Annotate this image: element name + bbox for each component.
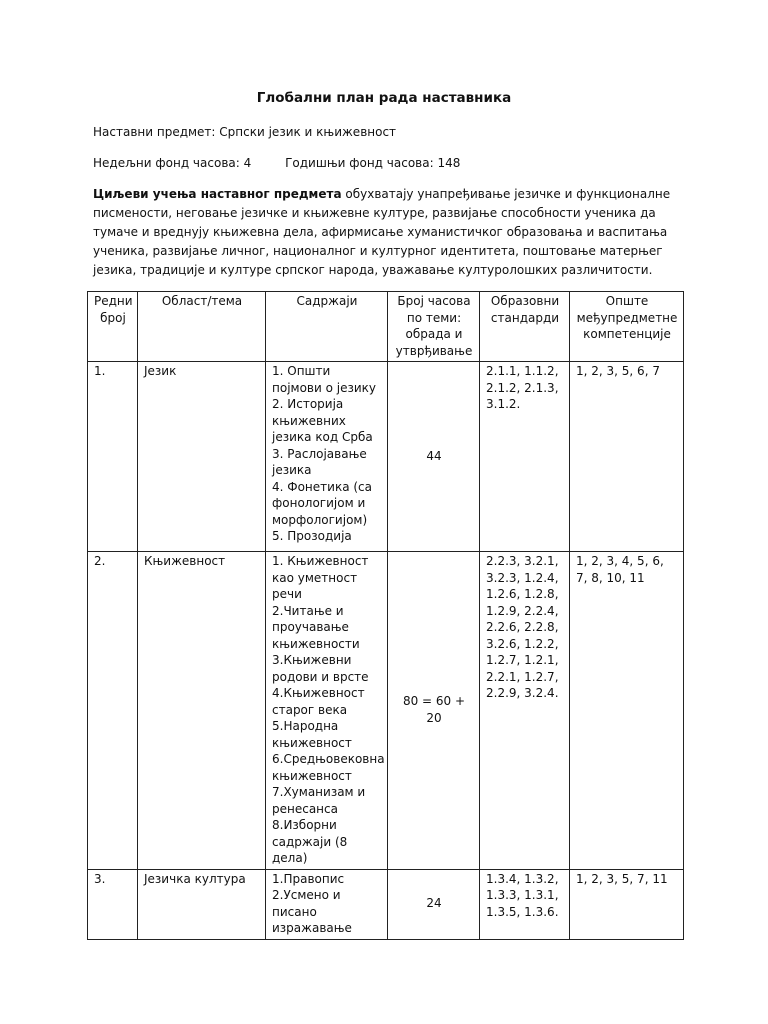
subject-value: Српски језик и књижевност xyxy=(219,125,397,139)
subject-label: Наставни предмет: xyxy=(93,125,216,139)
row-hours: 44 xyxy=(388,362,480,552)
goals-text: обухватају унапређивање језичке и функционалне писмености, неговање језичке и књижевне културе, развијање способности ученика да тумаче и вреднују књижевна дела, афирмисање хуманистичког образовања и васпитања ученика, развијање личног, националног и културног идентитета, поштовање матерњег језика, традиције и културе српског народа, уважавање културолошких различитости. xyxy=(93,187,671,277)
row-contents xyxy=(266,362,388,552)
content-item: 1. Књижевност као уметност речи xyxy=(272,554,369,601)
table-row xyxy=(88,869,684,939)
header-contents: Садржаји xyxy=(266,292,388,362)
row-competencies: 1, 2, 3, 4, 5, 6, 7, 8, 10, 11 xyxy=(570,552,684,870)
content-item: 2.Читање и проучавање књижевности xyxy=(272,603,360,651)
goals-paragraph xyxy=(93,185,693,280)
document-title: Глобални план рада наставника xyxy=(256,90,512,106)
header-standards: Образовни стандарди xyxy=(480,292,570,362)
subject-line xyxy=(93,124,396,141)
weekly-label: Недељни фонд часова: xyxy=(93,156,240,170)
row-hours: 24 xyxy=(388,869,480,939)
row-standards: 2.2.3, 3.2.1, 3.2.3, 1.2.4, 1.2.6, 1.2.8, 1.2.9, 2.2.4, 2.2.6, 2.2.8, 3.2.6, 1.2.2, 1.2.7, 1.2.1, 2.2.1, 1.2.7, 2.2.9, 3.2.4. xyxy=(480,552,570,870)
content-item: 3. Раслојавање језика xyxy=(272,446,367,477)
header-area: Област/тема xyxy=(138,292,266,362)
row-standards: 2.1.1, 1.1.2, 2.1.2, 2.1.3, 3.1.2. xyxy=(480,362,570,552)
row-standards: 1.3.4, 1.3.2, 1.3.3, 1.3.1, 1.3.5, 1.3.6. xyxy=(480,869,570,939)
content-item: 5.Народна књижевност xyxy=(272,719,352,750)
content-item: 4. Фонетика (са фонологијом и морфологијом) xyxy=(272,479,373,527)
header-competencies: Опште међупредметне компетенције xyxy=(570,292,684,362)
annual-value: 148 xyxy=(437,156,461,170)
row-contents xyxy=(266,552,388,870)
content-item: 3.Књижевни родови и врсте xyxy=(272,653,369,684)
goals-label: Циљеви учења наставног предмета xyxy=(93,187,342,201)
header-hours: Број часова по теми: обрада и утврђивање xyxy=(388,292,480,362)
row-num: 1. xyxy=(88,362,138,552)
content-item: 7.Хуманизам и ренесанса xyxy=(272,785,366,816)
content-item: 1. Општи појмови о језику xyxy=(272,364,377,395)
weekly-value: 4 xyxy=(243,156,252,170)
row-area: Књижевност xyxy=(138,552,266,870)
content-item: 2. Историја књижевних језика код Срба xyxy=(272,397,373,444)
row-num: 2. xyxy=(88,552,138,870)
content-item: 6.Средњовековна књижевност xyxy=(272,752,385,783)
row-competencies: 1, 2, 3, 5, 6, 7 xyxy=(570,362,684,552)
row-contents xyxy=(266,869,388,939)
content-item: 8.Изборни садржаји (8 дела) xyxy=(272,818,348,865)
table-row xyxy=(88,362,684,552)
row-hours: 80 = 60 + 20 xyxy=(388,552,480,870)
table-header-row xyxy=(88,292,684,362)
content-item: 5. Прозодија xyxy=(272,529,352,543)
content-item: 4.Књижевност старог века xyxy=(272,686,365,717)
hours-line xyxy=(93,155,460,172)
row-area: Језик xyxy=(138,362,266,552)
content-item: 2.Усмено и писано изражавање xyxy=(272,888,352,935)
header-num: Редни број xyxy=(88,292,138,362)
annual-label: Годишњи фонд часова: xyxy=(285,156,434,170)
row-competencies: 1, 2, 3, 5, 7, 11 xyxy=(570,869,684,939)
plan-table xyxy=(87,291,684,940)
row-num: 3. xyxy=(88,869,138,939)
table-row xyxy=(88,552,684,870)
content-item: 1.Правопис xyxy=(272,871,345,886)
row-area: Језичка култура xyxy=(138,869,266,939)
